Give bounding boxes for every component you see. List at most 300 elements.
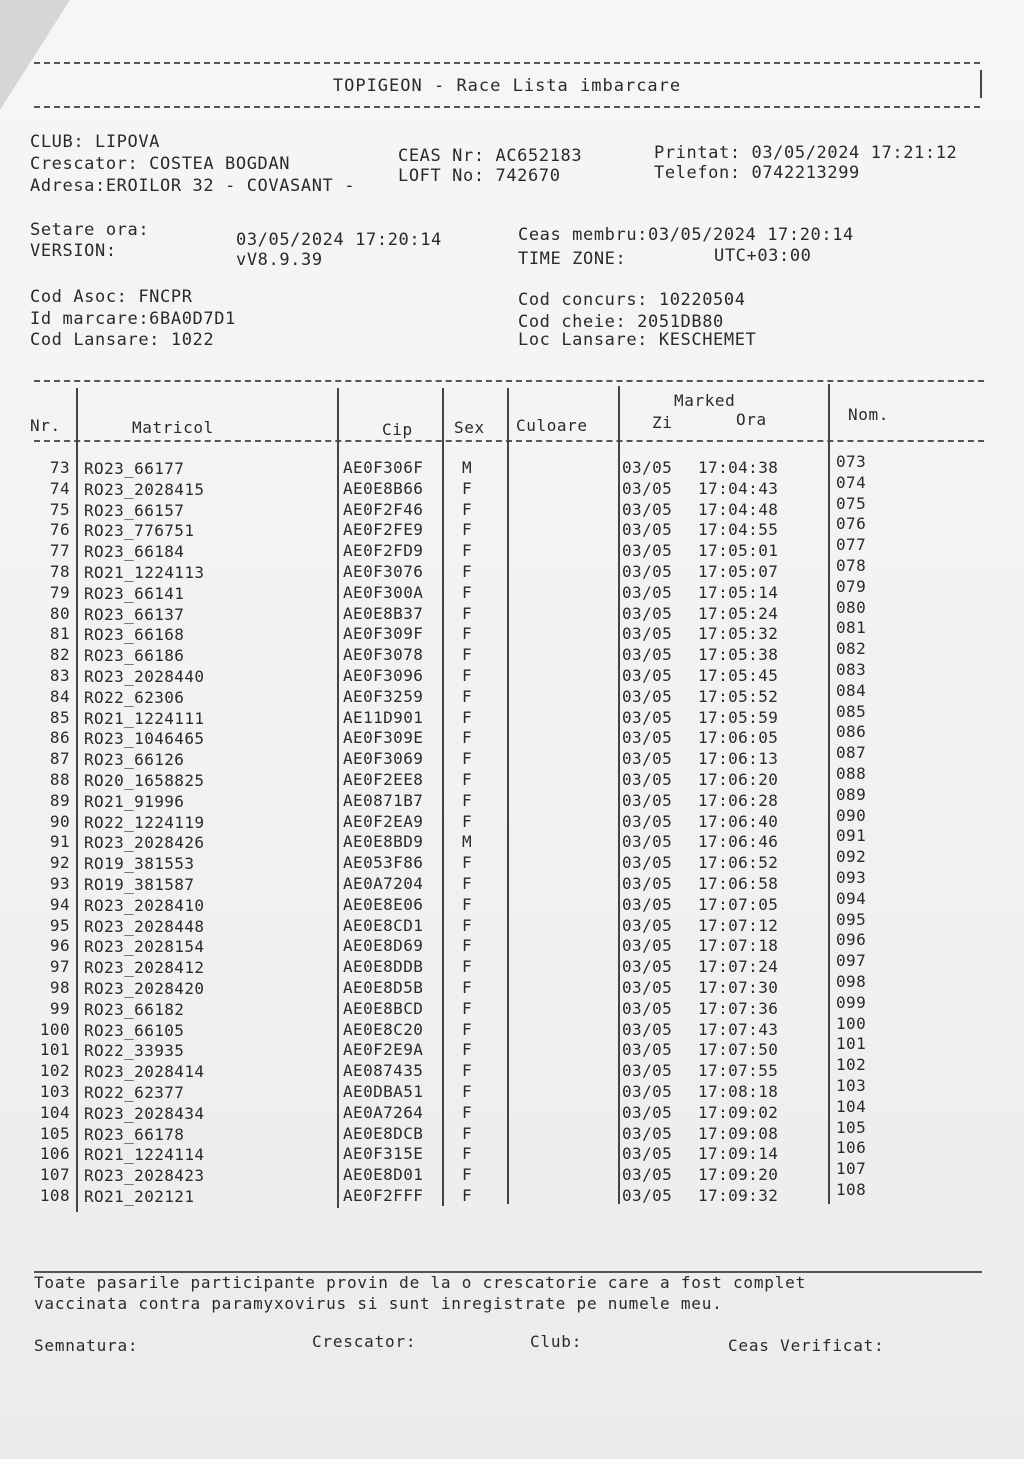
cell-cip: AE0E8D69	[343, 936, 424, 956]
cell-marked-ora: 17:06:20	[698, 770, 779, 789]
cell-nom: 098	[836, 972, 867, 991]
cell-sex: F	[462, 936, 473, 956]
cell-marked-zi: 03/05	[622, 1186, 673, 1205]
header-nr: Nr.	[30, 416, 61, 435]
crescator-label: Crescator: COSTEA BOGDAN	[30, 154, 291, 174]
table-row	[0, 1034, 1024, 1061]
cell-matricol: RO19_381553	[84, 854, 195, 874]
cell-nr: 90	[49, 811, 70, 831]
cell-nom: 080	[836, 597, 867, 617]
cell-marked-ora: 17:07:18	[698, 936, 779, 956]
cell-marked-ora: 17:06:52	[698, 853, 779, 873]
cell-marked-zi: 03/05	[622, 603, 673, 623]
cell-marked-zi: 03/05	[622, 541, 673, 561]
cell-matricol: RO23_66157	[84, 500, 185, 520]
cell-nom: 081	[836, 618, 867, 638]
cell-nom: 100	[836, 1013, 867, 1033]
table-row	[0, 784, 1024, 812]
cell-cip: AE0E8D01	[343, 1165, 424, 1185]
table-row	[0, 514, 1024, 541]
table-row	[0, 743, 1024, 770]
cell-sex: F	[462, 811, 473, 831]
cell-nr: 106	[39, 1144, 70, 1164]
cell-matricol: RO23_2028440	[84, 667, 205, 686]
cell-sex: F	[462, 894, 473, 914]
cell-cip: AE0F300A	[343, 582, 424, 602]
cell-nr: 103	[39, 1082, 70, 1101]
cell-sex: F	[462, 1144, 473, 1164]
cell-matricol: RO23_776751	[84, 521, 195, 541]
cell-marked-zi: 03/05	[622, 458, 673, 477]
cell-sex: F	[462, 541, 473, 561]
cell-matricol: RO23_2028426	[84, 833, 205, 853]
cell-nr: 107	[39, 1165, 70, 1185]
cell-nom: 104	[836, 1096, 867, 1116]
cell-nom: 091	[836, 826, 867, 846]
cell-matricol: RO23_2028414	[84, 1062, 205, 1082]
cell-nr: 86	[49, 728, 70, 748]
cell-sex: F	[462, 874, 473, 893]
cell-matricol: RO23_2028434	[84, 1103, 205, 1123]
cell-matricol: RO23_2028423	[84, 1166, 205, 1186]
cell-sex: F	[462, 478, 473, 498]
cell-sex: F	[462, 686, 473, 706]
cell-sex: F	[462, 790, 473, 810]
cell-nr: 80	[49, 603, 70, 623]
cell-matricol: RO23_2028412	[84, 958, 205, 978]
cell-nom: 086	[836, 722, 867, 742]
cell-sex: F	[462, 749, 473, 769]
cell-cip: AE0E8DDB	[343, 957, 424, 977]
cell-nom: 107	[836, 1159, 867, 1179]
cell-marked-ora: 17:09:14	[698, 1144, 779, 1164]
cell-marked-zi: 03/05	[622, 520, 673, 540]
telefon-label: Telefon: 0742213299	[654, 163, 860, 183]
cell-cip: AE0F2FE9	[343, 520, 424, 540]
cell-nom: 099	[836, 992, 867, 1012]
table-row	[0, 576, 1024, 604]
cell-sex: F	[462, 1186, 473, 1205]
cell-cip: AE053F86	[343, 853, 424, 873]
cell-cip: AE0E8B66	[343, 478, 424, 498]
cell-nom: 094	[836, 888, 867, 908]
cell-marked-zi: 03/05	[622, 499, 673, 519]
header-culoare: Culoare	[516, 416, 588, 435]
cell-cip: AE0F3078	[343, 645, 424, 665]
cell-sex: F	[462, 978, 473, 997]
cell-marked-ora: 17:05:24	[698, 603, 779, 623]
cell-marked-ora: 17:07:43	[698, 1019, 779, 1039]
cell-nr: 102	[39, 1061, 70, 1081]
cell-sex: F	[462, 998, 473, 1018]
table-row	[0, 972, 1024, 999]
cell-marked-ora: 17:05:01	[698, 541, 779, 561]
cell-sex: F	[462, 562, 473, 581]
cell-cip: AE0E8D5B	[343, 978, 424, 997]
cell-sex: F	[462, 1123, 473, 1143]
cell-cip: AE0871B7	[343, 790, 424, 810]
cell-sex: F	[462, 707, 473, 727]
header-cip: Cip	[382, 420, 413, 439]
cell-nr: 91	[49, 832, 70, 852]
loft-no-label: LOFT No: 742670	[398, 166, 561, 186]
cell-sex: F	[462, 582, 473, 602]
cell-marked-zi: 03/05	[622, 624, 673, 644]
cell-nr: 88	[49, 770, 70, 789]
table-row	[0, 1013, 1024, 1041]
table-row	[0, 888, 1024, 916]
cell-marked-zi: 03/05	[622, 811, 673, 831]
table-row	[0, 1076, 1024, 1103]
table-header-rule	[34, 440, 984, 442]
table-row	[0, 1096, 1024, 1124]
table-row	[0, 1180, 1024, 1207]
cell-marked-ora: 17:05:14	[698, 582, 779, 602]
cell-nr: 75	[49, 499, 70, 519]
cell-sex: F	[462, 645, 473, 665]
cell-matricol: RO21_1224113	[84, 563, 205, 582]
cell-sex: F	[462, 1082, 473, 1101]
cell-cip: AE0F2F46	[343, 499, 424, 519]
table-row	[0, 639, 1024, 666]
cell-marked-zi: 03/05	[622, 915, 673, 935]
cell-cip: AE087435	[343, 1061, 424, 1081]
cell-cip: AE0E8DCB	[343, 1123, 424, 1143]
semnatura-label: Semnatura:	[34, 1336, 139, 1355]
cell-marked-zi: 03/05	[622, 1102, 673, 1122]
cell-nom: 078	[836, 556, 867, 575]
cell-cip: AE0A7204	[343, 874, 424, 893]
table-top-rule	[34, 380, 984, 382]
header-marked: Marked	[674, 391, 736, 410]
cell-marked-zi: 03/05	[622, 582, 673, 602]
cell-marked-ora: 17:08:18	[698, 1082, 779, 1101]
cell-matricol: RO22_62306	[84, 687, 185, 707]
cell-marked-ora: 17:06:40	[698, 811, 779, 831]
table-row	[0, 868, 1024, 895]
cell-nr: 87	[49, 749, 70, 769]
cell-matricol: RO21_91996	[84, 791, 185, 811]
table-row	[0, 701, 1024, 729]
cell-nom: 090	[836, 805, 867, 825]
cell-marked-zi: 03/05	[622, 562, 673, 581]
cell-sex: M	[462, 458, 473, 477]
cell-sex: F	[462, 1040, 473, 1060]
cell-cip: AE0A7264	[343, 1102, 424, 1122]
cell-marked-zi: 03/05	[622, 853, 673, 873]
cell-matricol: RO23_66177	[84, 459, 185, 478]
cell-marked-zi: 03/05	[622, 998, 673, 1018]
cell-marked-ora: 17:06:28	[698, 790, 779, 810]
cell-cip: AE0F2FD9	[343, 541, 424, 561]
cell-matricol: RO23_66137	[84, 604, 185, 624]
cell-cip: AE0F309E	[343, 728, 424, 748]
cell-nom: 087	[836, 743, 867, 763]
cell-matricol: RO23_2028154	[84, 937, 205, 957]
table-row	[0, 992, 1024, 1020]
table-row	[0, 930, 1024, 957]
declaration-line-2: vaccinata contra paramyxovirus si sunt inregistrate pe numele meu.	[34, 1294, 723, 1313]
cell-nom: 082	[836, 639, 867, 659]
cell-marked-ora: 17:06:05	[698, 728, 779, 748]
cell-marked-zi: 03/05	[622, 1061, 673, 1081]
cell-nom: 097	[836, 951, 867, 971]
title-box	[34, 62, 980, 108]
cell-nr: 78	[49, 562, 70, 581]
table-row	[0, 805, 1024, 833]
cell-matricol: RO23_66182	[84, 999, 185, 1019]
cell-cip: AE0E8BD9	[343, 832, 424, 852]
cell-marked-zi: 03/05	[622, 645, 673, 665]
cell-nom: 093	[836, 868, 867, 887]
cell-cip: AE0F2EE8	[343, 770, 424, 789]
ceas-verificat-label: Ceas Verificat:	[728, 1336, 885, 1355]
cell-nom: 075	[836, 493, 867, 513]
cell-sex: F	[462, 728, 473, 748]
cell-cip: AE0F3076	[343, 562, 424, 581]
cell-matricol: RO23_66178	[84, 1124, 185, 1144]
cell-nr: 93	[49, 874, 70, 893]
cell-marked-ora: 17:07:24	[698, 957, 779, 977]
cell-cip: AE0F309F	[343, 624, 424, 644]
cell-matricol: RO23_2028415	[84, 479, 205, 499]
cell-matricol: RO23_66168	[84, 625, 185, 645]
cell-marked-zi: 03/05	[622, 707, 673, 727]
cell-nom: 079	[836, 576, 867, 596]
cell-sex: M	[462, 832, 473, 852]
cell-nom: 103	[836, 1076, 867, 1095]
cell-sex: F	[462, 957, 473, 977]
header-ora: Ora	[736, 410, 767, 429]
cell-nr: 92	[49, 853, 70, 873]
cell-matricol: RO23_66105	[84, 1020, 185, 1040]
cell-marked-ora: 17:06:46	[698, 832, 779, 852]
cell-marked-ora: 17:05:52	[698, 686, 779, 706]
cell-matricol: RO23_66126	[84, 750, 185, 770]
cell-nr: 99	[49, 998, 70, 1018]
club-label: CLUB: LIPOVA	[30, 132, 161, 152]
cell-matricol: RO19_381587	[84, 875, 195, 894]
cell-cip: AE0F3069	[343, 749, 424, 769]
cell-cip: AE0F2FFF	[343, 1186, 424, 1205]
cell-matricol: RO21_1224111	[84, 708, 205, 728]
cell-matricol: RO21_1224114	[84, 1145, 205, 1165]
cell-cip: AE0F306F	[343, 458, 424, 477]
cell-nr: 97	[49, 957, 70, 977]
cell-nom: 088	[836, 764, 867, 783]
cell-marked-zi: 03/05	[622, 749, 673, 769]
cell-nom: 095	[836, 909, 867, 929]
cell-marked-ora: 17:06:13	[698, 749, 779, 769]
cell-nr: 100	[39, 1019, 70, 1039]
cell-nr: 104	[39, 1102, 70, 1122]
cell-nr: 105	[39, 1123, 70, 1143]
cell-nom: 106	[836, 1138, 867, 1158]
loc-lansare-label: Loc Lansare: KESCHEMET	[518, 330, 757, 350]
cell-cip: AE0E8E06	[343, 894, 424, 914]
cell-matricol: RO23_2028420	[84, 979, 205, 998]
cell-cip: AE0E8CD1	[343, 915, 424, 935]
cell-cip: AE0F3096	[343, 666, 424, 685]
table-row	[0, 1055, 1024, 1082]
header-matricol: Matricol	[132, 418, 214, 437]
cell-nr: 95	[49, 915, 70, 935]
cell-marked-zi: 03/05	[622, 1144, 673, 1164]
cell-matricol: RO20_1658825	[84, 771, 205, 790]
ceas-membru-label: Ceas membru:03/05/2024 17:20:14	[518, 225, 854, 245]
table-row	[0, 660, 1024, 687]
cell-marked-zi: 03/05	[622, 478, 673, 498]
table-row	[0, 452, 1024, 479]
cell-marked-ora: 17:07:05	[698, 894, 779, 914]
table-row	[0, 826, 1024, 853]
cell-nr: 98	[49, 978, 70, 997]
cell-marked-zi: 03/05	[622, 686, 673, 706]
cell-marked-ora: 17:06:58	[698, 874, 779, 893]
cell-nom: 108	[836, 1180, 867, 1199]
cell-nr: 74	[49, 478, 70, 498]
cell-marked-ora: 17:05:07	[698, 562, 779, 581]
cell-matricol: RO23_66186	[84, 646, 185, 666]
cell-sex: F	[462, 499, 473, 519]
header-sex: Sex	[454, 418, 485, 437]
cell-nom: 089	[836, 784, 867, 804]
cell-nom: 076	[836, 514, 867, 534]
cell-cip: AE0F2E9A	[343, 1040, 424, 1060]
cell-marked-ora: 17:04:38	[698, 458, 779, 477]
cell-marked-ora: 17:04:55	[698, 520, 779, 540]
cell-sex: F	[462, 666, 473, 685]
cell-marked-zi: 03/05	[622, 936, 673, 956]
cell-marked-ora: 17:09:20	[698, 1165, 779, 1185]
cell-cip: AE0E8C20	[343, 1019, 424, 1039]
cell-marked-zi: 03/05	[622, 728, 673, 748]
table-row	[0, 680, 1024, 708]
table-row	[0, 1159, 1024, 1186]
cell-nr: 73	[49, 458, 70, 477]
cell-marked-ora: 17:09:32	[698, 1186, 779, 1205]
cell-matricol: RO22_1224119	[84, 812, 205, 832]
cell-marked-zi: 03/05	[622, 1040, 673, 1060]
header-nom: Nom.	[848, 405, 889, 424]
cell-marked-zi: 03/05	[622, 1165, 673, 1185]
setare-ora-label: Setare ora:	[30, 220, 150, 240]
time-zone-value: UTC+03:00	[714, 246, 812, 266]
table-row	[0, 722, 1024, 749]
cell-matricol: RO22_62377	[84, 1083, 185, 1102]
table-row	[0, 535, 1024, 562]
header-zi: Zi	[652, 413, 673, 432]
cell-cip: AE11D901	[343, 707, 424, 727]
document-title: TOPIGEON - Race Lista imbarcare	[332, 76, 682, 96]
ceas-nr-label: CEAS Nr: AC652183	[398, 146, 583, 166]
id-marcare-label: Id marcare:6BA0D7D1	[30, 309, 236, 329]
version-label: VERSION:	[30, 241, 117, 261]
cell-nr: 84	[49, 686, 70, 706]
version-value: vV8.9.39	[236, 250, 323, 270]
table-row	[0, 472, 1024, 500]
cell-marked-zi: 03/05	[622, 957, 673, 977]
cell-nr: 81	[49, 624, 70, 644]
cell-nom: 077	[836, 535, 867, 555]
cell-nr: 108	[39, 1186, 70, 1205]
cell-matricol: RO23_66141	[84, 583, 185, 603]
table-row	[0, 618, 1024, 645]
cell-marked-ora: 17:07:50	[698, 1040, 779, 1060]
cell-nr: 82	[49, 645, 70, 665]
table-row	[0, 951, 1024, 978]
cell-cip: AE0DBA51	[343, 1082, 424, 1101]
cell-marked-zi: 03/05	[622, 978, 673, 997]
cell-marked-ora: 17:07:30	[698, 978, 779, 997]
cell-marked-zi: 03/05	[622, 770, 673, 789]
cell-marked-ora: 17:05:38	[698, 645, 779, 665]
cell-nr: 83	[49, 666, 70, 685]
table-row	[0, 556, 1024, 583]
adresa-label: Adresa:EROILOR 32 - COVASANT -	[30, 176, 356, 196]
cell-marked-ora: 17:09:08	[698, 1123, 779, 1143]
table-row	[0, 1138, 1024, 1165]
cell-sex: F	[462, 853, 473, 873]
cell-marked-ora: 17:07:36	[698, 998, 779, 1018]
cell-nom: 074	[836, 472, 867, 492]
cell-nom: 096	[836, 930, 867, 950]
cell-marked-ora: 17:04:43	[698, 478, 779, 498]
cell-nr: 94	[49, 894, 70, 914]
table-row	[0, 847, 1024, 874]
table-row	[0, 597, 1024, 625]
cell-matricol: RO23_66184	[84, 542, 185, 562]
cell-marked-zi: 03/05	[622, 832, 673, 852]
cell-marked-zi: 03/05	[622, 1123, 673, 1143]
cell-nom: 092	[836, 847, 867, 867]
printat-label: Printat: 03/05/2024 17:21:12	[654, 143, 958, 163]
cell-nom: 102	[836, 1055, 867, 1075]
cell-marked-ora: 17:07:55	[698, 1061, 779, 1081]
cell-sex: F	[462, 1165, 473, 1185]
cell-sex: F	[462, 1019, 473, 1039]
cell-marked-zi: 03/05	[622, 666, 673, 685]
cell-nr: 96	[49, 936, 70, 956]
setare-ora-value: 03/05/2024 17:20:14	[236, 230, 442, 250]
crescator-signature-label: Crescator:	[312, 1332, 417, 1351]
cell-nom: 083	[836, 660, 867, 679]
cell-marked-zi: 03/05	[622, 1082, 673, 1101]
cell-matricol: RO23_2028410	[84, 895, 205, 915]
cod-lansare-label: Cod Lansare: 1022	[30, 330, 215, 350]
cell-nom: 085	[836, 701, 867, 721]
cell-marked-ora: 17:05:45	[698, 666, 779, 685]
cell-nr: 77	[49, 541, 70, 561]
cell-marked-ora: 17:05:32	[698, 624, 779, 644]
cod-cheie-label: Cod cheie: 2051DB80	[518, 312, 724, 332]
table-row	[0, 909, 1024, 937]
cell-cip: AE0E8BCD	[343, 998, 424, 1018]
table-row	[0, 1117, 1024, 1145]
cell-nr: 89	[49, 790, 70, 810]
cell-matricol: RO22_33935	[84, 1041, 185, 1061]
cell-matricol: RO23_1046465	[84, 729, 205, 749]
time-zone-label: TIME ZONE:	[518, 249, 627, 269]
cell-matricol: RO23_2028448	[84, 916, 205, 936]
cell-matricol: RO21_202121	[84, 1187, 195, 1206]
cell-cip: AE0F2EA9	[343, 811, 424, 831]
cell-cip: AE0F3259	[343, 686, 424, 706]
cell-sex: F	[462, 1061, 473, 1081]
cell-cip: AE0F315E	[343, 1144, 424, 1164]
cell-sex: F	[462, 624, 473, 644]
cell-nr: 85	[49, 707, 70, 727]
